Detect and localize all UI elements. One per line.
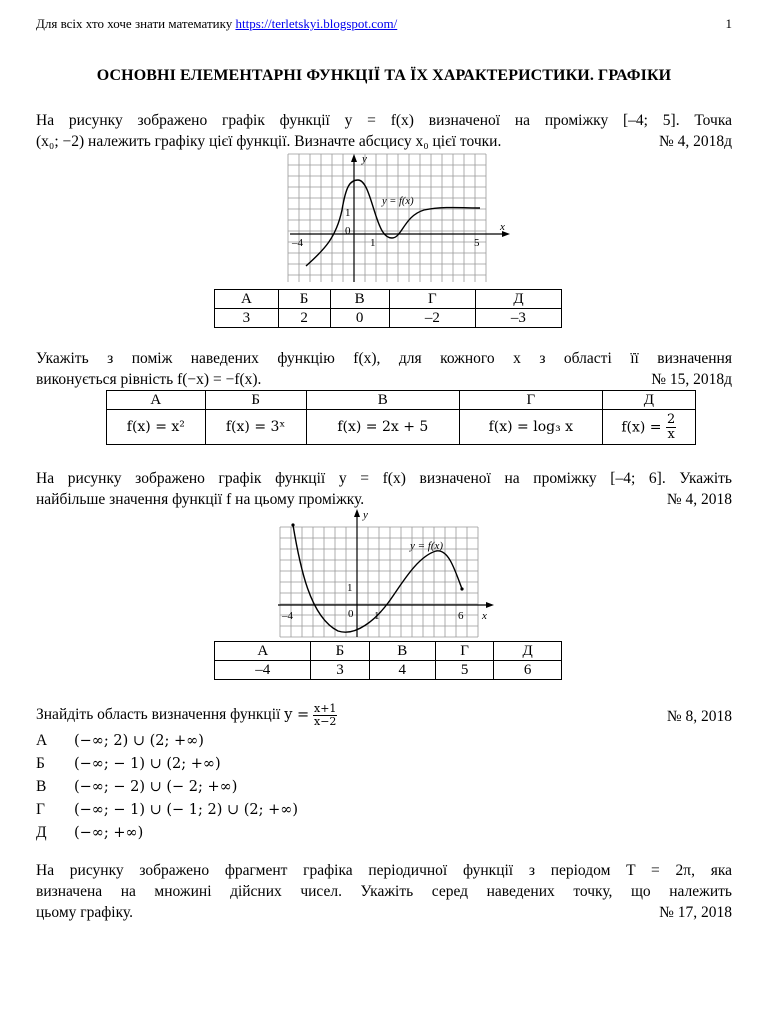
q3-head-g: Г bbox=[435, 642, 493, 661]
q3-val-b: 3 bbox=[311, 661, 369, 680]
q3-val-g: 5 bbox=[435, 661, 493, 680]
q1-val-g: –2 bbox=[389, 309, 475, 328]
q4-frac-den: x−2 bbox=[314, 715, 337, 728]
q1-line1: На рисунку зображено графік функції y = f(x) визначеної на проміжку [–4; 5]. Точка bbox=[36, 112, 732, 129]
q1-y-arrow bbox=[351, 154, 357, 162]
q3-end-point bbox=[460, 587, 463, 590]
q3-tick-x6: 6 bbox=[458, 610, 464, 622]
q3-line2: найбільше значення функції f на цьому проміжку. bbox=[36, 491, 365, 508]
q1-val-b: 2 bbox=[278, 309, 330, 328]
q3-x-label: x bbox=[482, 610, 487, 622]
q2-val-b: f(x) = 3ˣ bbox=[205, 410, 306, 445]
page-title: ОСНОВНІ ЕЛЕМЕНТАРНІ ФУНКЦІЇ ТА ЇХ ХАРАКТЕРИСТИКИ. ГРАФІКИ bbox=[96, 67, 672, 84]
q4-option-g-value: (−∞; − 1) ∪ (− 1; 2) ∪ (2; +∞) bbox=[74, 802, 299, 818]
q4-frac-num: x+1 bbox=[314, 702, 337, 715]
q2-val-g: f(x) = log₃ x bbox=[460, 410, 603, 445]
q1-tick-neg4: –4 bbox=[292, 237, 303, 249]
q4-option-v-value: (−∞; − 2) ∪ (− 2; +∞) bbox=[74, 779, 238, 795]
q1-tick-y1: 1 bbox=[345, 207, 351, 219]
q2-head-a: А bbox=[107, 391, 206, 410]
q3-answer-table bbox=[214, 641, 562, 680]
q4-option-g-letter: Г bbox=[36, 801, 45, 818]
q1-val-d: –3 bbox=[475, 309, 561, 328]
q1-tick-origin: 0 bbox=[345, 225, 351, 237]
q3-fn-label: y = f(x) bbox=[410, 540, 444, 552]
q3-y-arrow bbox=[354, 509, 360, 517]
q1-head-g: Г bbox=[389, 290, 475, 309]
q2-val-a: f(x) = x² bbox=[107, 410, 206, 445]
q1-tick-x5: 5 bbox=[474, 237, 480, 249]
q2-line2: виконується рівність f(−x) = −f(x). bbox=[36, 371, 262, 388]
q3-tick-origin: 0 bbox=[348, 608, 354, 620]
q1-line2: (x₀; −2) належить графіку цієї функції. Визначте абсцису x₀ цієї точки. bbox=[36, 133, 502, 150]
q1-head-d: Д bbox=[475, 290, 561, 309]
q2-answer-table bbox=[106, 390, 696, 445]
q4-option-g bbox=[36, 801, 298, 819]
q5-ref: № 17, 2018 bbox=[659, 904, 732, 921]
q1-val-v: 0 bbox=[330, 309, 389, 328]
q4-option-b-letter: Б bbox=[36, 755, 45, 772]
q1-head-b: Б bbox=[278, 290, 330, 309]
q3-tick-y1: 1 bbox=[347, 582, 353, 594]
q3-x-arrow bbox=[486, 602, 494, 608]
q3-head-v: В bbox=[369, 642, 435, 661]
q4-text: Знайдіть область визначення функції bbox=[36, 706, 281, 724]
blog-link[interactable]: https://terletskyi.blogspot.com/ bbox=[235, 16, 398, 31]
q4-option-a bbox=[36, 732, 204, 750]
q4-option-b bbox=[36, 755, 221, 773]
q4-option-v-letter: В bbox=[36, 778, 47, 795]
question-3 bbox=[36, 468, 732, 510]
q1-val-a: 3 bbox=[215, 309, 279, 328]
q4-option-d bbox=[36, 824, 143, 842]
q2-head-v: В bbox=[306, 391, 459, 410]
q2-head-d: Д bbox=[602, 391, 695, 410]
q4-option-d-letter: Д bbox=[36, 824, 47, 841]
q3-val-a: –4 bbox=[215, 661, 311, 680]
q5-line3: цьому графіку. bbox=[36, 904, 133, 921]
q1-head-v: В bbox=[330, 290, 389, 309]
q2-fx-prefix: f(x) = bbox=[621, 419, 662, 435]
q3-head-d: Д bbox=[494, 642, 562, 661]
q3-graph bbox=[276, 507, 498, 639]
q3-start-point bbox=[291, 523, 294, 526]
q1-x-label: x bbox=[500, 221, 505, 233]
question-4 bbox=[36, 703, 732, 729]
question-5 bbox=[36, 860, 732, 923]
question-1 bbox=[36, 110, 732, 152]
q4-option-d-value: (−∞; +∞) bbox=[74, 825, 144, 841]
page-header bbox=[36, 16, 732, 32]
q2-line1: Укажіть з поміж наведених функцію f(x), для кожного x з області її визначення bbox=[36, 350, 732, 367]
q1-fn-label: y = f(x) bbox=[382, 196, 414, 207]
header-text: Для всіх хто хоче знати математику bbox=[36, 16, 233, 31]
q3-tick-x1: 1 bbox=[374, 610, 380, 622]
q2-ref: № 15, 2018д bbox=[651, 371, 732, 388]
page-number: 1 bbox=[725, 16, 732, 31]
q4-option-a-letter: А bbox=[36, 732, 48, 749]
q1-answer-table bbox=[214, 289, 562, 328]
q4-y-eq: y = bbox=[284, 707, 310, 724]
q5-line1: На рисунку зображено фрагмент графіка періодичної функції з періодом T = 2π, яка bbox=[36, 862, 732, 879]
q4-ref: № 8, 2018 bbox=[666, 708, 732, 725]
q3-head-a: А bbox=[215, 642, 311, 661]
q2-val-d bbox=[602, 410, 695, 445]
q1-ref: № 4, 2018д bbox=[658, 133, 732, 150]
q1-head-a: А bbox=[215, 290, 279, 309]
q1-tick-x1: 1 bbox=[370, 237, 376, 249]
q2-val-v: f(x) = 2x + 5 bbox=[306, 410, 459, 445]
q3-tick-neg4: –4 bbox=[282, 610, 293, 622]
q3-line1: На рисунку зображено графік функції y = f(x) визначеної на проміжку [–4; 6]. Укажіть bbox=[36, 470, 732, 487]
question-2 bbox=[36, 348, 732, 390]
q3-val-d: 6 bbox=[494, 661, 562, 680]
q2-head-b: Б bbox=[205, 391, 306, 410]
q4-option-b-value: (−∞; − 1) ∪ (2; +∞) bbox=[74, 756, 221, 772]
q2-frac-den: x bbox=[667, 426, 675, 442]
q5-line2: визначена на множині дійсних чисел. Укажіть серед наведених точку, що належить bbox=[36, 883, 732, 900]
q3-val-v: 4 bbox=[369, 661, 435, 680]
q1-graph bbox=[284, 150, 516, 286]
q4-option-v bbox=[36, 778, 237, 796]
q1-y-label: y bbox=[362, 153, 367, 165]
q3-head-b: Б bbox=[311, 642, 369, 661]
q4-option-a-value: (−∞; 2) ∪ (2; +∞) bbox=[74, 733, 204, 749]
q3-ref: № 4, 2018 bbox=[666, 491, 732, 508]
q2-frac-num: 2 bbox=[667, 411, 676, 427]
q2-head-g: Г bbox=[460, 391, 603, 410]
q3-y-label: y bbox=[363, 509, 368, 521]
